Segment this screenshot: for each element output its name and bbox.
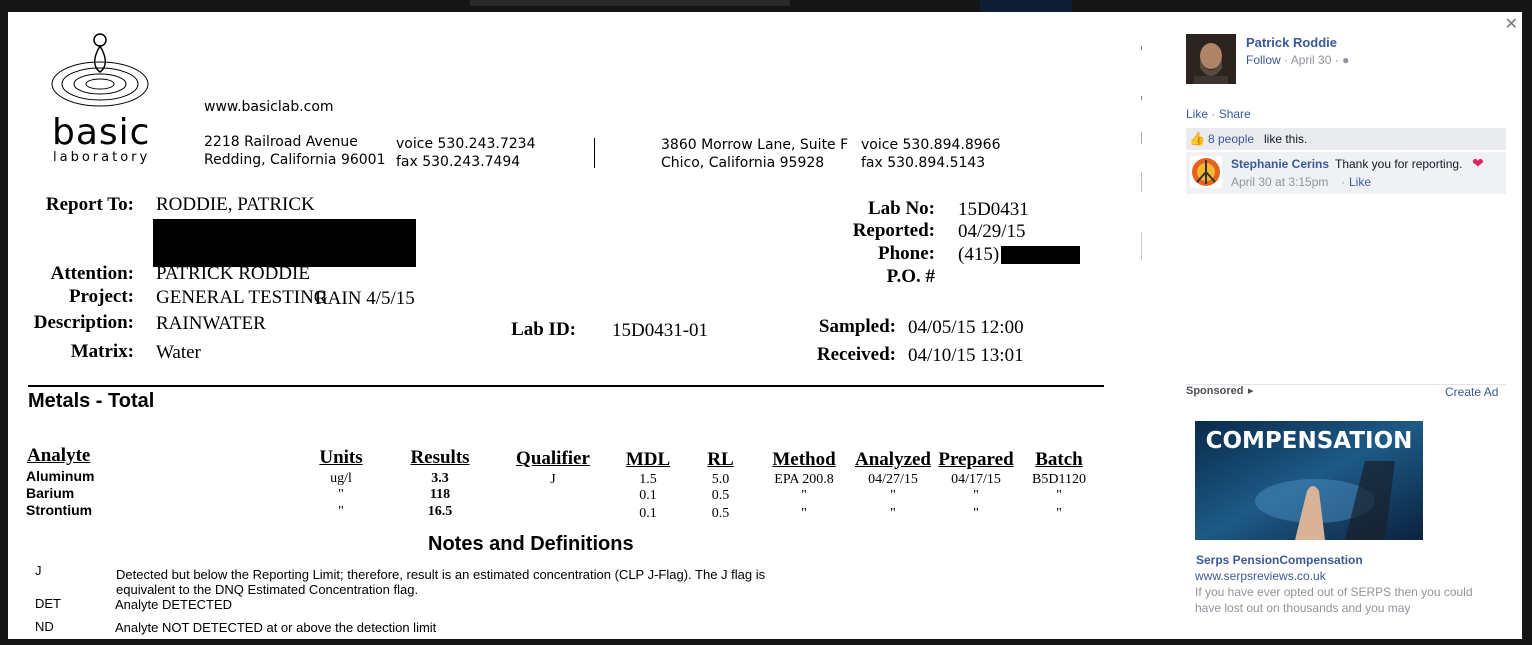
matrix-label: Matrix: bbox=[70, 341, 134, 362]
table-cell: 04/17/15 bbox=[951, 472, 1001, 487]
note-text-cont: equivalent to the DNQ Estimated Concentration flag. bbox=[116, 582, 419, 597]
table-row-analyte: Strontium bbox=[26, 502, 93, 518]
likes-count[interactable]: 8 people bbox=[1208, 132, 1255, 146]
header-method: Method bbox=[772, 449, 836, 470]
note-code: ND bbox=[35, 619, 54, 634]
website: www.basiclab.com bbox=[204, 99, 334, 115]
lab-no-label: Lab No: bbox=[867, 198, 935, 219]
project-value: GENERAL TESTING bbox=[156, 287, 328, 308]
table-cell: " bbox=[338, 504, 344, 519]
photo-sidebar bbox=[1144, 12, 1522, 639]
scan-mark bbox=[1141, 232, 1142, 260]
share-button[interactable]: Share bbox=[1218, 107, 1251, 121]
lab-id-value: 15D0431-01 bbox=[612, 320, 709, 341]
address-divider bbox=[594, 138, 595, 168]
background-button bbox=[980, 0, 1072, 12]
table-cell: ug/l bbox=[330, 471, 352, 486]
phone-redaction bbox=[1001, 246, 1080, 264]
header-analyzed: Analyzed bbox=[855, 449, 931, 470]
lab-no-value: 15D0431 bbox=[958, 199, 1029, 220]
table-row-analyte: Barium bbox=[26, 485, 75, 501]
table-cell: " bbox=[973, 506, 979, 521]
droplet-logo-icon bbox=[48, 26, 158, 116]
section-rule bbox=[28, 385, 1104, 387]
post-actions bbox=[1186, 107, 1251, 121]
office1-street: 2218 Railroad Avenue bbox=[204, 134, 358, 150]
comment-time[interactable]: April 30 at 3:15pm bbox=[1231, 175, 1329, 189]
globe-icon: ● bbox=[1342, 53, 1350, 67]
close-icon[interactable]: ✕ bbox=[1504, 16, 1518, 33]
reported-value: 04/29/15 bbox=[958, 221, 1026, 242]
header-mdl: MDL bbox=[625, 449, 671, 470]
likes-bar bbox=[1186, 128, 1506, 150]
matrix-value: Water bbox=[156, 342, 201, 363]
scan-mark bbox=[1141, 172, 1142, 192]
phone-value: (415) bbox=[958, 244, 1000, 265]
heart-icon: ❤ bbox=[1472, 155, 1484, 171]
commenter-name[interactable]: Stephanie Cerins bbox=[1231, 157, 1330, 171]
office2-fax: fax 530.894.5143 bbox=[861, 155, 986, 171]
reported-label: Reported: bbox=[852, 220, 935, 241]
table-cell: 0.5 bbox=[711, 488, 730, 503]
description-label: Description: bbox=[33, 312, 134, 333]
note-code: J bbox=[35, 563, 42, 578]
phone-label: Phone: bbox=[878, 243, 935, 264]
table-cell: " bbox=[801, 488, 807, 503]
description-value: RAINWATER bbox=[156, 313, 266, 334]
sampled-label: Sampled: bbox=[818, 316, 896, 337]
author-avatar[interactable] bbox=[1186, 34, 1236, 84]
header-analyte: Analyte bbox=[27, 445, 91, 466]
scan-mark bbox=[1141, 96, 1142, 100]
table-cell: " bbox=[1056, 506, 1062, 521]
table-cell: 0.1 bbox=[639, 506, 657, 521]
header-qualifier: Qualifier bbox=[516, 448, 590, 469]
table-cell: EPA 200.8 bbox=[774, 472, 834, 487]
action-separator: · bbox=[1211, 107, 1219, 121]
redaction-box bbox=[153, 219, 416, 267]
office1-city: Redding, California 96001 bbox=[204, 152, 386, 168]
commenter-avatar[interactable] bbox=[1190, 156, 1222, 188]
header-prepared: Prepared bbox=[938, 449, 1014, 470]
lab-id-label: Lab ID: bbox=[511, 319, 576, 340]
like-button[interactable]: Like bbox=[1186, 107, 1209, 121]
note-text: Analyte NOT DETECTED at or above the detection limit bbox=[115, 620, 437, 635]
project-note: RAIN 4/5/15 bbox=[315, 288, 415, 309]
table-cell: 1.5 bbox=[639, 472, 657, 487]
likes-suffix: like this. bbox=[1264, 132, 1308, 146]
note-text: Analyte DETECTED bbox=[115, 597, 233, 612]
table-cell: 04/27/15 bbox=[868, 472, 918, 487]
table-cell: 5.0 bbox=[711, 472, 730, 487]
lab-report-image bbox=[8, 12, 1144, 639]
sampled-value: 04/05/15 12:00 bbox=[908, 317, 1024, 338]
create-ad-link[interactable]: Create Ad bbox=[1445, 385, 1499, 399]
table-cell: B5D1120 bbox=[1032, 472, 1086, 487]
office2-street: 3860 Morrow Lane, Suite F bbox=[661, 137, 849, 153]
table-cell: " bbox=[890, 506, 896, 521]
note-code: DET bbox=[35, 596, 61, 611]
scan-mark bbox=[1141, 132, 1142, 144]
table-cell: " bbox=[801, 506, 807, 521]
section-title: Metals - Total bbox=[28, 390, 155, 412]
comment-text: Thank you for reporting. bbox=[1335, 157, 1463, 171]
note-text: Detected but below the Reporting Limit; therefore, result is an estimated concentration (CLP J-Flag). The J flag is bbox=[116, 567, 766, 582]
header-results: Results bbox=[410, 447, 470, 468]
follow-link[interactable]: Follow bbox=[1246, 53, 1281, 67]
attention-value: PATRICK RODDIE bbox=[156, 263, 310, 284]
post-meta bbox=[1246, 53, 1349, 67]
comment-like-button[interactable]: Like bbox=[1349, 175, 1372, 189]
ad-title[interactable]: Serps PensionCompensation bbox=[1196, 553, 1363, 567]
received-label: Received: bbox=[816, 344, 896, 365]
scan-mark bbox=[1141, 46, 1142, 50]
report-to-label: Report To: bbox=[45, 194, 134, 215]
background-toolbar bbox=[470, 0, 790, 6]
table-row-analyte: Aluminum bbox=[26, 468, 95, 484]
office1-voice: voice 530.243.7234 bbox=[396, 136, 536, 152]
table-cell: " bbox=[890, 488, 896, 503]
ad-description: If you have ever opted out of SERPS then you could have lost out on thousands and you may bbox=[1195, 585, 1473, 615]
project-label: Project: bbox=[68, 286, 134, 307]
megaphone-icon: ▸ bbox=[1248, 385, 1254, 397]
table-cell: " bbox=[338, 487, 344, 502]
table-cell: 0.5 bbox=[711, 506, 730, 521]
report-to-value: RODDIE, PATRICK bbox=[156, 194, 315, 215]
photo-viewer bbox=[8, 12, 1522, 639]
po-label: P.O. # bbox=[886, 266, 935, 287]
table-cell: " bbox=[973, 488, 979, 503]
header-rl: RL bbox=[707, 449, 734, 470]
office2-city: Chico, California 95928 bbox=[661, 155, 825, 171]
thumbs-up-icon: 👍 bbox=[1189, 131, 1206, 146]
attention-label: Attention: bbox=[50, 263, 134, 284]
table-cell: J bbox=[550, 472, 556, 487]
ad-url[interactable]: www.serpsreviews.co.uk bbox=[1195, 569, 1326, 583]
table-cell: 3.3 bbox=[431, 471, 449, 486]
sponsored-label: Sponsored bbox=[1186, 385, 1244, 397]
table-cell: " bbox=[1056, 488, 1062, 503]
header-units: Units bbox=[319, 447, 363, 468]
author-name[interactable]: Patrick Roddie bbox=[1246, 35, 1338, 50]
received-value: 04/10/15 13:01 bbox=[908, 345, 1024, 366]
office2-voice: voice 530.894.8966 bbox=[861, 137, 1001, 153]
header-batch: Batch bbox=[1035, 449, 1083, 470]
logo-sub: laboratory bbox=[53, 150, 151, 165]
table-cell: 118 bbox=[429, 487, 451, 502]
comment-separator: · bbox=[1341, 175, 1345, 189]
office1-fax: fax 530.243.7494 bbox=[396, 154, 521, 170]
table-cell: 16.5 bbox=[427, 504, 453, 519]
ad-image-text: COMPENSATION bbox=[1205, 428, 1413, 454]
post-date: · April 30 · bbox=[1284, 53, 1339, 67]
table-cell: 0.1 bbox=[639, 488, 657, 503]
comment bbox=[1186, 152, 1506, 194]
notes-title: Notes and Definitions bbox=[428, 533, 634, 555]
logo-word: basic bbox=[52, 112, 151, 153]
